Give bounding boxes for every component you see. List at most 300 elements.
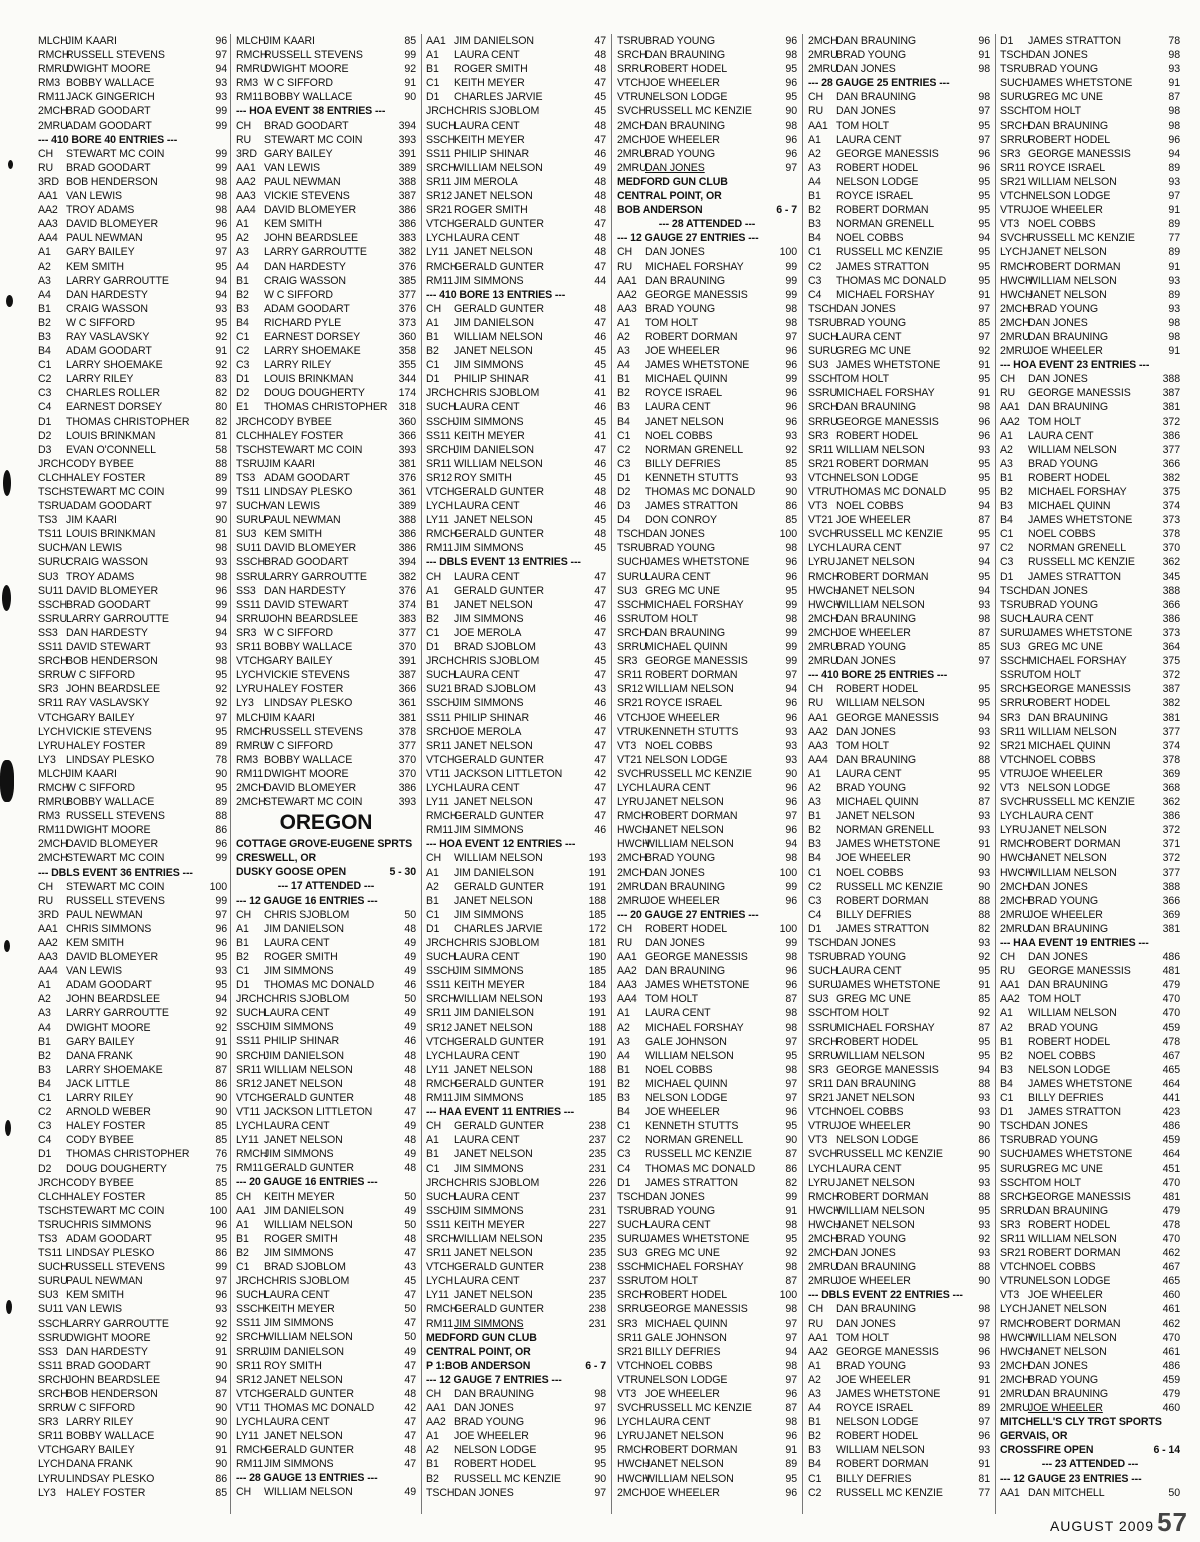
score: 96	[594, 1416, 606, 1429]
shooter-name: JOE WHEELER	[1028, 1402, 1103, 1415]
result-row	[1000, 76, 1180, 90]
result-row	[617, 922, 797, 936]
shooter-name: LAURA CENT	[836, 965, 902, 978]
score: 98	[785, 1021, 797, 1034]
result-row	[808, 1246, 990, 1260]
shooter-name: DAN JONES	[836, 63, 896, 76]
shooter-name: DAVID BLOMEYER	[66, 951, 159, 964]
shoot-date: 6 - 14	[1153, 1444, 1180, 1457]
score: 459	[1162, 1134, 1180, 1147]
event-title: --- DBLS EVENT 36 ENTRIES ---	[38, 866, 193, 879]
result-row	[236, 1020, 416, 1034]
club-line	[1000, 1429, 1180, 1443]
shooter-name: GREG MC UNE	[1028, 91, 1103, 104]
shooter-name: JIM SIMMONS	[454, 1092, 524, 1105]
score: 96	[215, 1289, 227, 1302]
shooter-name: WILLIAM NELSON	[454, 993, 543, 1006]
shooter-name: JANET NELSON	[1028, 1345, 1107, 1358]
result-row	[38, 922, 227, 936]
class-code: A1	[38, 246, 51, 259]
class-code: B1	[38, 1035, 51, 1048]
score: 90	[978, 1120, 990, 1133]
shooter-name: DAN BRAUNING	[645, 49, 726, 62]
score: 97	[978, 302, 990, 315]
result-row	[808, 1190, 990, 1204]
shooter-name: NELSON LODGE	[454, 1444, 537, 1457]
class-code: SR11	[617, 1331, 643, 1344]
shooter-name: RUSSELL MC KENZIE	[454, 1472, 561, 1485]
score: 86	[785, 1162, 797, 1175]
result-row	[426, 1232, 606, 1246]
score: 96	[785, 401, 797, 414]
class-code: TSRU	[236, 457, 265, 470]
result-row	[38, 1288, 227, 1302]
result-row	[426, 809, 606, 823]
class-code: SRCH	[426, 993, 456, 1006]
result-row	[808, 203, 990, 217]
result-row	[808, 696, 990, 710]
class-code: JRCH	[426, 105, 454, 118]
result-row	[38, 1049, 227, 1063]
score: 96	[978, 1430, 990, 1443]
score: 98	[1168, 49, 1180, 62]
result-row	[1000, 570, 1180, 584]
shooter-name: STEWART MC COIN	[264, 133, 363, 146]
class-code: RU	[617, 260, 633, 273]
result-row	[1000, 964, 1180, 978]
result-row	[617, 1472, 797, 1486]
shooter-name: NOEL COBBS	[1028, 1261, 1096, 1274]
score: 96	[785, 133, 797, 146]
class-code: B4	[1000, 1077, 1013, 1090]
score: 81	[978, 1472, 990, 1485]
score: 43	[594, 641, 606, 654]
result-row	[1000, 1274, 1180, 1288]
result-row	[808, 1049, 990, 1063]
result-row	[1000, 809, 1180, 823]
result-row	[236, 767, 416, 781]
class-code: AA2	[236, 175, 256, 188]
result-row	[38, 682, 227, 696]
class-code: A3	[808, 161, 821, 174]
shooter-name: BRAD YOUNG	[836, 641, 907, 654]
score: 89	[978, 1402, 990, 1415]
class-code: 2MCH	[617, 852, 647, 865]
score: 89	[1168, 161, 1180, 174]
result-row	[1000, 274, 1180, 288]
class-code: C2	[38, 373, 52, 386]
score: 93	[978, 866, 990, 879]
shooter-name: MICHAEL FORSHAY	[645, 260, 744, 273]
class-code: SSCH	[426, 697, 456, 710]
result-row	[38, 330, 227, 344]
result-row	[38, 541, 227, 555]
score: 47	[404, 1359, 416, 1372]
score: 96	[785, 570, 797, 583]
class-code: AA1	[1000, 979, 1020, 992]
result-row	[38, 189, 227, 203]
class-code: SS11	[38, 1359, 63, 1372]
result-row	[808, 1006, 990, 1020]
shooter-name: NORMAN GRENELL	[645, 1134, 744, 1147]
class-code: SR11	[236, 641, 262, 654]
score: 98	[785, 1303, 797, 1316]
shooter-name: ADAM GOODART	[264, 302, 350, 315]
shooter-name: JIM KAARI	[66, 514, 117, 527]
score: 99	[785, 655, 797, 668]
attendance-line	[236, 879, 416, 893]
score: 48	[404, 1091, 416, 1104]
score: 98	[785, 1218, 797, 1231]
result-row	[426, 316, 606, 330]
score: 95	[978, 274, 990, 287]
result-row	[426, 1133, 606, 1147]
class-code: AA1	[38, 922, 58, 935]
result-row	[426, 1190, 606, 1204]
result-row	[236, 62, 416, 76]
class-code: SRRU	[38, 1402, 68, 1415]
event-title: --- 410 BORE 25 ENTRIES ---	[808, 669, 948, 682]
score: 92	[978, 345, 990, 358]
score: 47	[404, 1430, 416, 1443]
class-code: D1	[617, 1176, 631, 1189]
score: 386	[398, 542, 416, 555]
score: 369	[1162, 767, 1180, 780]
shooter-name: JANET NELSON	[645, 415, 724, 428]
class-code: SVCH	[808, 1148, 838, 1161]
score: 47	[404, 1317, 416, 1330]
result-row	[808, 1119, 990, 1133]
shooter-name: JOHN BEARDSLEE	[264, 232, 358, 245]
shooter-name: JIM SIMMONS	[454, 908, 524, 921]
score: 98	[785, 1261, 797, 1274]
result-row	[236, 429, 416, 443]
result-row	[617, 851, 797, 865]
event-header	[617, 231, 797, 245]
club-text: CENTRAL POINT, OR	[426, 1345, 531, 1358]
shooter-name: PHILIP SHINAR	[264, 1035, 340, 1048]
result-row	[38, 795, 227, 809]
class-code: B2	[236, 288, 249, 301]
result-row	[808, 1443, 990, 1457]
club-line	[617, 175, 797, 189]
shooter-name: DAN JONES	[1028, 373, 1088, 386]
shooter-name: DAN JONES	[645, 161, 705, 174]
score: 235	[588, 1232, 606, 1245]
result-row	[38, 696, 227, 710]
class-code: HWCH	[617, 824, 650, 837]
score: 377	[1162, 866, 1180, 879]
result-row	[426, 1063, 606, 1077]
class-code: AA1	[426, 35, 446, 47]
class-code: A2	[236, 232, 249, 245]
shooter-name: JIM SIMMONS	[454, 274, 524, 287]
result-row	[1000, 696, 1180, 710]
score: 374	[1162, 500, 1180, 513]
shooter-name: JIM DANIELSON	[264, 1345, 344, 1358]
class-code: SRRU	[617, 63, 647, 76]
result-row	[38, 950, 227, 964]
result-row	[617, 288, 797, 302]
result-row	[38, 471, 227, 485]
shooter-name: LARRY SHOEMAKE	[66, 1063, 163, 1076]
shooter-name: GERALD GUNTER	[264, 1162, 354, 1175]
class-code: LYCH	[236, 1416, 264, 1428]
result-row	[236, 795, 416, 809]
score: 91	[785, 1204, 797, 1217]
class-code: VTCH	[38, 1444, 67, 1457]
score: 99	[215, 852, 227, 865]
class-code: SR21	[1000, 175, 1027, 188]
shooter-name: RUSSELL MC KENZIE	[1028, 796, 1135, 809]
score: 481	[1162, 965, 1180, 978]
class-code: VTCH	[426, 218, 455, 231]
shooter-name: RUSSELL MC KENZIE	[836, 1486, 943, 1499]
result-row	[617, 964, 797, 978]
score: 82	[978, 922, 990, 935]
score: 86	[215, 1077, 227, 1090]
shooter-name: JOE WHEELER	[645, 1388, 720, 1400]
score: 91	[1168, 260, 1180, 273]
score: 235	[588, 1247, 606, 1260]
class-code: VTCH	[808, 1106, 837, 1119]
class-code: LYRU	[808, 1176, 836, 1189]
score: 94	[978, 556, 990, 569]
result-row	[236, 76, 416, 90]
class-code: SR21	[1000, 1247, 1027, 1260]
score: 96	[215, 838, 227, 851]
score: 389	[398, 161, 416, 174]
result-row	[808, 161, 990, 175]
shooter-name: KEITH MEYER	[454, 429, 525, 442]
class-code: SSCH	[426, 1204, 456, 1217]
class-code: RM11	[426, 274, 454, 287]
class-code: AA2	[808, 725, 828, 738]
result-row	[1000, 175, 1180, 189]
class-code: AA2	[617, 965, 637, 978]
result-row	[426, 1429, 606, 1443]
shooter-name: HALEY FOSTER	[66, 1120, 146, 1133]
class-code: 2MCH	[1000, 1359, 1030, 1372]
event-header	[808, 1288, 990, 1302]
shooter-name: BILLY DEFRIES	[645, 457, 721, 470]
class-code: B1	[426, 1458, 439, 1471]
attendance-text: --- 17 ATTENDED ---	[277, 880, 375, 893]
shooter-name: GERALD GUNTER	[454, 1303, 544, 1316]
shooter-name: GARY BAILEY	[66, 1035, 135, 1048]
event-header	[426, 837, 606, 851]
shooter-name: CHRIS SJOBLOM	[264, 1275, 350, 1288]
class-code: SR12	[236, 1373, 263, 1386]
club-text: MEDFORD GUN CLUB	[426, 1331, 537, 1344]
class-code: C1	[617, 1120, 631, 1133]
result-row	[236, 739, 416, 753]
shooter-name: GERALD GUNTER	[264, 1444, 354, 1457]
class-code: A3	[617, 1035, 630, 1048]
class-code: TSRU	[617, 35, 646, 47]
shooter-name: GERALD GUNTER	[454, 302, 544, 315]
class-code: CH	[426, 570, 442, 583]
class-code: C3	[236, 359, 250, 372]
result-row	[426, 570, 606, 584]
class-code: SURU	[38, 556, 68, 569]
score: 95	[215, 979, 227, 992]
score: 90	[404, 91, 416, 104]
score: 97	[215, 908, 227, 921]
shooter-name: W C SIFFORD	[66, 316, 135, 329]
score: 361	[398, 697, 416, 710]
class-code: SS3	[38, 1345, 58, 1358]
class-code: B2	[1000, 486, 1013, 498]
class-code: RMCH	[617, 810, 649, 823]
result-row	[808, 711, 990, 725]
shooter-name: JOE WHEELER	[836, 514, 911, 527]
score: 227	[588, 1218, 606, 1231]
class-code: TSRU	[1000, 598, 1029, 611]
column-divider	[230, 34, 231, 1514]
score: 90	[215, 767, 227, 780]
event-header	[426, 1105, 606, 1119]
result-row	[808, 541, 990, 555]
shooter-name: VICKIE STEVENS	[264, 669, 350, 682]
score: 238	[588, 1261, 606, 1274]
class-code: SR11	[426, 1247, 452, 1260]
shooter-name: JOE WHEELER	[645, 894, 720, 907]
class-code: SR3	[617, 655, 638, 668]
result-row	[38, 809, 227, 823]
shooter-name: JOE WHEELER	[645, 1106, 720, 1119]
class-code: B2	[236, 1246, 249, 1259]
score: 366	[398, 429, 416, 442]
shooter-name: NELSON LODGE	[645, 91, 728, 104]
shooter-name: LOUIS BRINKMAN	[66, 429, 156, 442]
class-code: SRRU	[617, 641, 647, 654]
class-code: 2MCH	[808, 626, 838, 639]
shooter-name: DAN JONES	[1028, 951, 1088, 964]
shooter-name: DAN JONES	[836, 105, 896, 118]
shooter-name: JANET NELSON	[1028, 288, 1107, 301]
score: 95	[215, 316, 227, 329]
club-text: CRESWELL, OR	[236, 852, 317, 865]
result-row	[426, 894, 606, 908]
class-code: RU	[236, 133, 252, 146]
score: 94	[978, 500, 990, 513]
class-code: B1	[1000, 471, 1013, 484]
score: 383	[398, 232, 416, 245]
score: 82	[215, 387, 227, 400]
shooter-name: DAN BRAUNING	[1028, 711, 1109, 724]
result-row	[38, 964, 227, 978]
score: 45	[594, 415, 606, 428]
score: 97	[785, 1331, 797, 1344]
shooter-name: ARNOLD WEBER	[66, 1106, 151, 1119]
class-code: SU3	[38, 570, 59, 583]
shooter-name: DAVID BLOMEYER	[264, 781, 357, 794]
class-code: TS11	[38, 1247, 63, 1260]
score: 465	[1162, 1063, 1180, 1076]
result-row	[426, 1457, 606, 1471]
result-row	[808, 1331, 990, 1345]
class-code: SUCH	[426, 401, 456, 414]
result-row	[38, 1260, 227, 1274]
shooter-name: NORMAN GRENELL	[645, 443, 744, 456]
result-row	[426, 175, 606, 189]
result-row	[426, 1021, 606, 1035]
score: 97	[1168, 190, 1180, 203]
score: 372	[1162, 415, 1180, 428]
result-row	[38, 851, 227, 865]
shooter-name: NOEL COBBS	[645, 1359, 713, 1372]
score: 486	[1162, 951, 1180, 964]
score: 98	[785, 1007, 797, 1020]
score: 89	[1168, 218, 1180, 231]
score: 96	[785, 387, 797, 400]
class-code: SRCH	[617, 1289, 647, 1302]
score: 47	[404, 1373, 416, 1386]
shooter-name: JAMES WHETSTONE	[645, 1232, 750, 1245]
shooter-name: JANET NELSON	[454, 1148, 533, 1161]
class-code: RM11	[38, 91, 66, 104]
class-code: C1	[38, 359, 52, 372]
result-row	[236, 1330, 416, 1344]
score: 237	[588, 1134, 606, 1147]
class-code: RMCH	[426, 1077, 458, 1090]
result-row	[1000, 415, 1180, 429]
score: 96	[785, 556, 797, 569]
score: 49	[404, 1021, 416, 1034]
score: 87	[978, 626, 990, 639]
results-column-4	[617, 34, 797, 1500]
result-row	[617, 1486, 797, 1500]
result-row	[236, 513, 416, 527]
event-header	[236, 104, 416, 118]
result-row	[808, 1401, 990, 1415]
shooter-name: LAURA CENT	[645, 1416, 711, 1429]
shooter-name: GEORGE MANESSIS	[836, 415, 939, 428]
score: 96	[785, 697, 797, 710]
result-row	[38, 245, 227, 259]
shooter-name: PHILIP SHINAR	[454, 373, 530, 386]
scan-mark	[2, 585, 11, 611]
score: 90	[978, 880, 990, 893]
shooter-name: DAN JONES	[645, 528, 705, 541]
shooter-name: JIM KAARI	[264, 711, 315, 724]
score: 78	[1168, 35, 1180, 47]
class-code: A2	[426, 880, 439, 893]
result-row	[617, 245, 797, 259]
class-code: LYCH	[426, 232, 454, 245]
score: 90	[785, 767, 797, 780]
class-code: D1	[426, 373, 440, 386]
shooter-name: NELSON LODGE	[1028, 1063, 1111, 1076]
score: 96	[785, 77, 797, 90]
class-code: RMCH	[236, 1444, 268, 1457]
score: 85	[215, 1120, 227, 1133]
result-row	[426, 753, 606, 767]
class-code: SS11	[236, 598, 261, 611]
class-code: VT11	[426, 767, 451, 780]
score: 49	[404, 965, 416, 977]
shooter-name: JAMES WHETSTONE	[645, 979, 750, 992]
class-code: LYCH	[1000, 246, 1028, 259]
event-header	[617, 908, 797, 922]
score: 81	[215, 429, 227, 442]
shooter-name: JIM KAARI	[66, 35, 117, 47]
score: 386	[398, 218, 416, 231]
score: 98	[215, 190, 227, 203]
class-code: SUCH	[236, 1007, 266, 1020]
result-row	[236, 711, 416, 725]
